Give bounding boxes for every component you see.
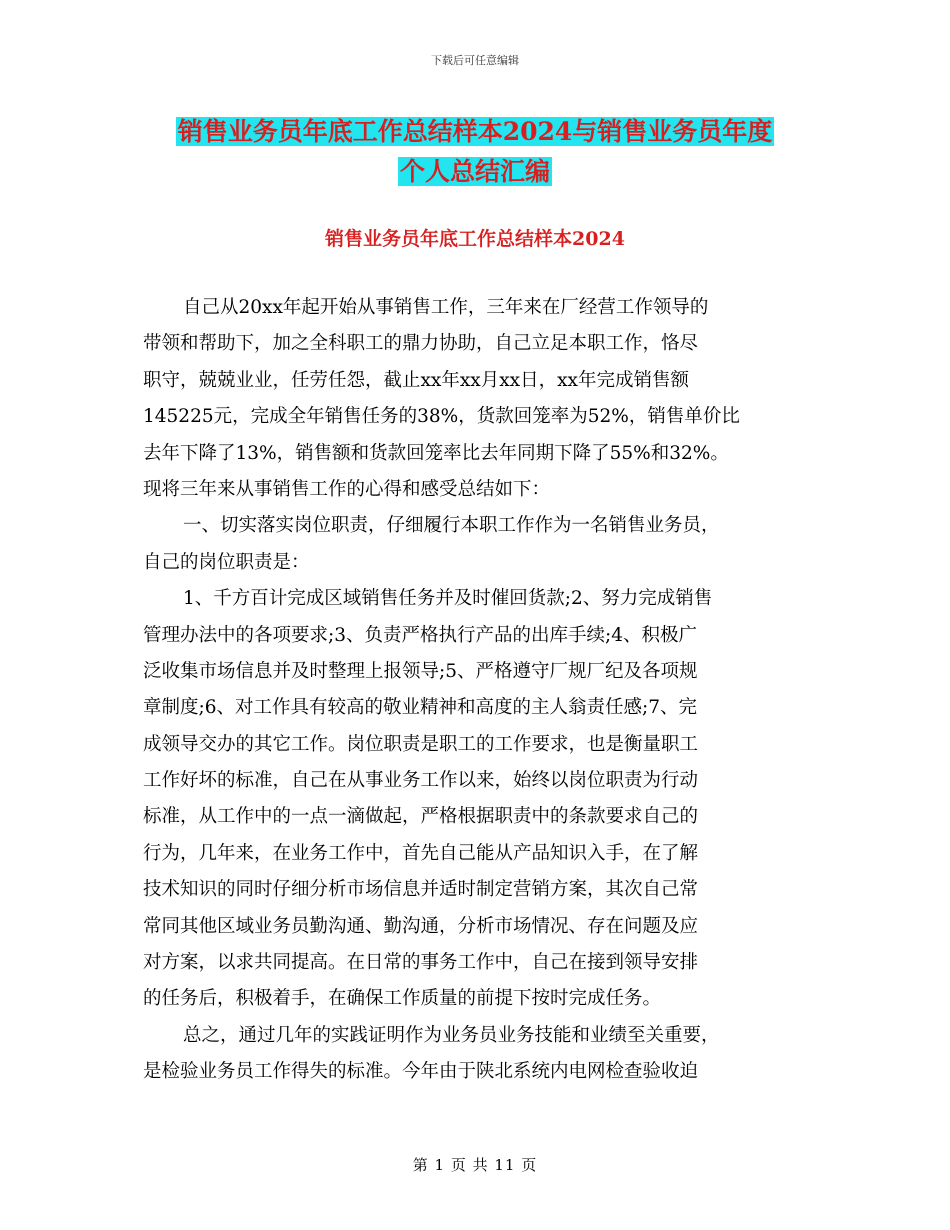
- paragraph-line: 对方案，以求共同提高。在日常的事务工作中，自己在接到领导安排: [143, 952, 699, 974]
- page-footer: 第 1 页 共 11 页: [412, 1156, 538, 1174]
- paragraph-line: 标准，从工作中的一点一滴做起，严格根据职责中的条款要求自己的: [143, 806, 699, 828]
- paragraph-line: 章制度;6、对工作具有较高的敬业精神和高度的主人翁责任感;7、完: [143, 697, 698, 719]
- paragraph-line: 的任务后，积极着手，在确保工作质量的前提下按时完成任务。: [143, 988, 662, 1010]
- paragraph-line: 自己的岗位职责是：: [143, 551, 310, 573]
- paragraph-line: 带领和帮助下，加之全科职工的鼎力协助，自己立足本职工作，恪尽: [143, 333, 699, 355]
- paragraph-line: 管理办法中的各项要求;3、负责严格执行产品的出库手续;4、积极广: [143, 624, 698, 646]
- title-line-2: 个人总结汇编: [399, 157, 550, 186]
- paragraph-line: 是检验业务员工作得失的标准。今年由于陕北系统内电网检查验收迫: [143, 1061, 699, 1083]
- paragraph-line: 工作好坏的标准，自己在从事业务工作以来，始终以岗位职责为行动: [143, 770, 699, 792]
- paragraph-line: 去年下降了13%，销售额和货款回笼率比去年同期下降了55%和32%。: [143, 442, 729, 464]
- paragraph-line: 技术知识的同时仔细分析市场信息并适时制定营销方案，其次自己常: [143, 879, 699, 901]
- paragraph-line: 145225元，完成全年销售任务的38%，货款回笼率为52%，销售单价比: [143, 406, 740, 428]
- paragraph-line: 一、切实落实岗位职责，仔细履行本职工作作为一名销售业务员，: [183, 515, 720, 537]
- paragraph-line: 行为，几年来，在业务工作中，首先自己能从产品知识入手，在了解: [143, 842, 699, 864]
- paragraph-line: 1、千方百计完成区域销售任务并及时催回货款;2、努力完成销售: [183, 588, 713, 610]
- header-note: 下载后可任意编辑: [431, 54, 519, 67]
- paragraph-line: 总之，通过几年的实践证明作为业务员业务技能和业绩至关重要，: [183, 1024, 720, 1046]
- paragraph-line: 常同其他区域业务员勤沟通、勤沟通，分析市场情况、存在问题及应: [143, 915, 699, 937]
- title-line-1: 销售业务员年底工作总结样本2024与销售业务员年度: [177, 117, 773, 146]
- section-title: 销售业务员年底工作总结样本2024: [325, 228, 625, 250]
- paragraph-line: 泛收集市场信息并及时整理上报领导;5、严格遵守厂规厂纪及各项规: [143, 660, 698, 682]
- document-title: [0, 112, 950, 192]
- paragraph-line: 成领导交办的其它工作。岗位职责是职工的工作要求，也是衡量职工: [143, 733, 699, 755]
- paragraph-line: 职守，兢兢业业，任劳任怨，截止xx年xx月xx日，xx年完成销售额: [143, 369, 689, 391]
- paragraph-line: 现将三年来从事销售工作的心得和感受总结如下：: [143, 478, 551, 500]
- body-text: [143, 290, 807, 1091]
- paragraph-line: 自己从20xx年起开始从事销售工作，三年来在厂经营工作领导的: [183, 297, 709, 318]
